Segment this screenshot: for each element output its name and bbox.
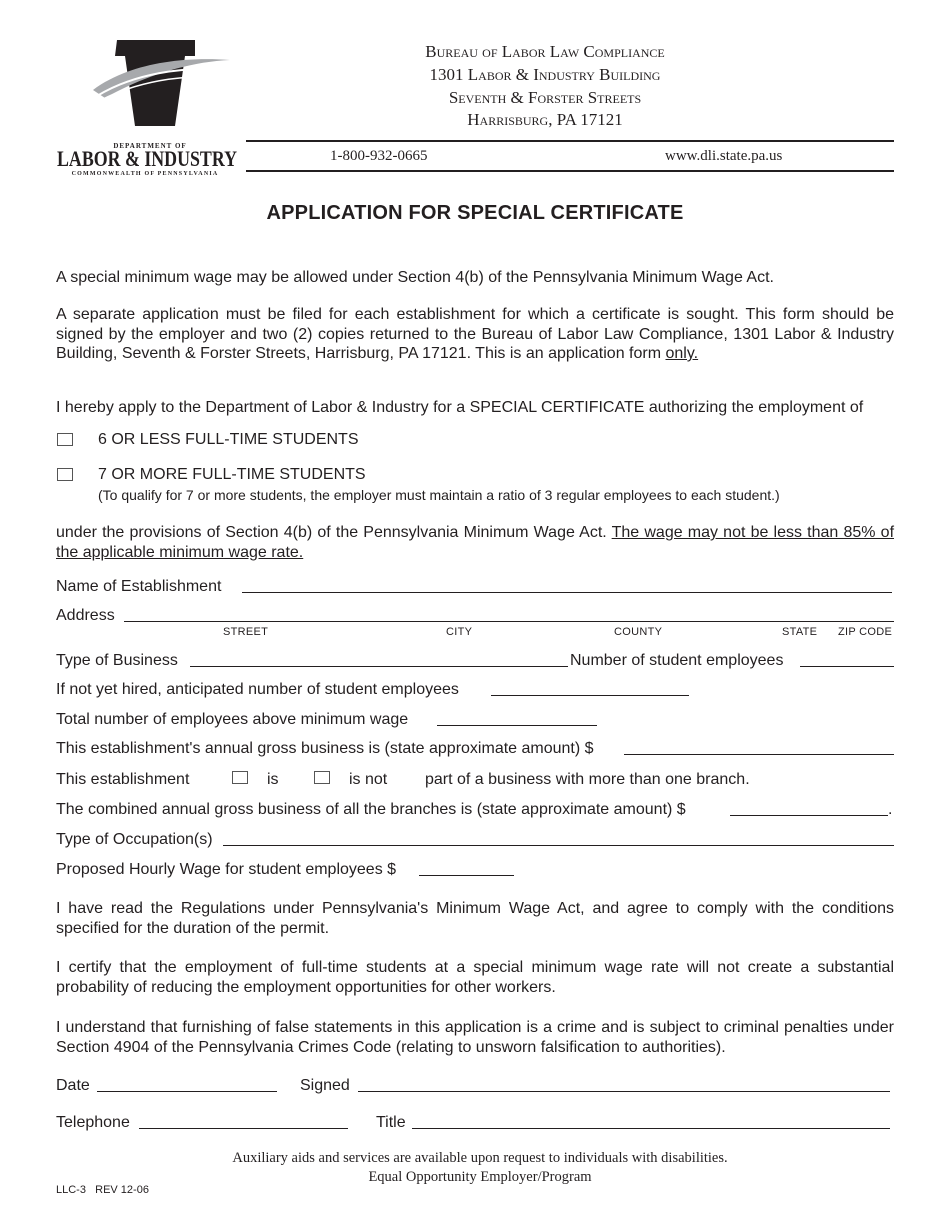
header-rule-bottom <box>246 170 894 172</box>
combined-gross-label: The combined annual gross business of all the branches is (state approximate amount) $ <box>56 801 686 818</box>
combined-gross-field[interactable] <box>730 801 888 816</box>
address-city-caption: CITY <box>446 626 473 638</box>
svg-text:COMMONWEALTH OF PENNSYLVANIA: COMMONWEALTH OF PENNSYLVANIA <box>71 171 219 177</box>
combined-gross-period: . <box>888 801 893 818</box>
checkbox-6-or-less[interactable] <box>57 433 73 446</box>
signed-field[interactable] <box>358 1077 890 1092</box>
branch-prefix: This establishment <box>56 771 190 788</box>
intro-paragraph-3: I hereby apply to the Department of Labor & Industry for a SPECIAL CERTIFICATE authorizing the employment of <box>56 399 864 416</box>
address-field[interactable] <box>124 607 894 622</box>
department-logo <box>55 38 245 178</box>
footer-equal-opportunity: Equal Opportunity Employer/Program <box>368 1169 592 1185</box>
anticipated-field[interactable] <box>491 681 689 696</box>
date-label: Date <box>56 1077 90 1094</box>
student-employees-label: Number of student employees <box>570 652 784 669</box>
above-min-wage-field[interactable] <box>437 711 597 726</box>
checkbox-7-or-more[interactable] <box>57 468 73 481</box>
student-employees-field[interactable] <box>800 652 894 667</box>
option-7-or-more-label: 7 OR MORE FULL-TIME STUDENTS <box>98 466 366 483</box>
intro-paragraph-1: A special minimum wage may be allowed under Section 4(b) of the Pennsylvania Minimum Wage Act. <box>56 269 774 286</box>
checkbox-branch-is[interactable] <box>232 771 248 784</box>
address-state-caption: STATE <box>782 626 818 638</box>
occupation-label: Type of Occupation(s) <box>56 831 213 848</box>
date-field[interactable] <box>97 1077 277 1092</box>
annual-gross-label: This establishment's annual gross business is (state approximate amount) $ <box>56 740 594 757</box>
bureau-building: 1301 Labor & Industry Building <box>429 65 661 84</box>
signed-label: Signed <box>300 1077 350 1094</box>
header-rule-top <box>246 140 894 142</box>
checkbox-branch-is-not[interactable] <box>314 771 330 784</box>
hourly-wage-label: Proposed Hourly Wage for student employees $ <box>56 861 397 878</box>
type-of-business-label: Type of Business <box>56 652 178 669</box>
hourly-wage-field[interactable] <box>419 861 514 876</box>
name-of-establishment-label: Name of Establishment <box>56 578 222 595</box>
address-street-caption: STREET <box>223 626 269 638</box>
website-link[interactable]: www.dli.state.pa.us <box>665 148 783 164</box>
address-zip-caption: ZIP CODE <box>838 626 893 638</box>
statement-false-statements: I understand that furnishing of false statements in this application is a crime and is subject to criminal penalties under Section 4904 of the Pennsylvania Crimes Code (relating to unsworn falsification to authorities). <box>56 1019 894 1056</box>
bureau-city: Harrisburg, PA 17121 <box>467 110 623 129</box>
address-label: Address <box>56 607 115 624</box>
svg-text:DEPARTMENT OF: DEPARTMENT OF <box>113 142 187 150</box>
provisions-text: under the provisions of Section 4(b) of the Pennsylvania Minimum Wage Act. <box>56 524 607 541</box>
bureau-streets: Seventh & Forster Streets <box>448 88 642 107</box>
name-of-establishment-field[interactable] <box>242 578 892 593</box>
svg-text:LABOR & INDUSTRY: LABOR & INDUSTRY <box>57 146 238 171</box>
title-label: Title <box>376 1114 406 1131</box>
statement-regulations: I have read the Regulations under Pennsylvania's Minimum Wage Act, and agree to comply with the conditions specified for the duration of the permit. <box>56 900 894 937</box>
phone-number: 1-800-932-0665 <box>330 148 428 164</box>
type-of-business-field[interactable] <box>190 652 568 667</box>
footer-accessibility-note: Auxiliary aids and services are available upon request to individuals with disabilities. <box>232 1150 728 1166</box>
bureau-name: Bureau of Labor Law Compliance <box>425 42 665 61</box>
telephone-label: Telephone <box>56 1114 130 1131</box>
annual-gross-field[interactable] <box>624 740 894 755</box>
telephone-field[interactable] <box>139 1114 348 1129</box>
form-id: LLC-3 REV 12-06 <box>56 1184 149 1196</box>
branch-is-not-label: is not <box>349 771 388 788</box>
option-6-or-less-label: 6 OR LESS FULL-TIME STUDENTS <box>98 431 359 448</box>
branch-is-label: is <box>267 771 279 788</box>
intro-paragraph-2-only: only. <box>665 345 699 362</box>
address-county-caption: COUNTY <box>614 626 663 638</box>
title-field[interactable] <box>412 1114 890 1129</box>
page-title: APPLICATION FOR SPECIAL CERTIFICATE <box>266 202 684 224</box>
branch-suffix: part of a business with more than one branch. <box>425 771 750 788</box>
option-7-or-more-note: (To qualify for 7 or more students, the employer must maintain a ratio of 3 regular employees to each student.) <box>98 487 780 503</box>
name-of-establishment-row <box>56 577 221 597</box>
provisions-wage-note: The wage may not be less than 85% of the applicable minimum wage rate. <box>56 524 895 561</box>
occupation-field[interactable] <box>223 831 894 846</box>
provisions-paragraph <box>56 523 894 562</box>
above-min-wage-label: Total number of employees above minimum wage <box>56 711 409 728</box>
intro-paragraph-2-text: A separate application must be filed for each establishment for which a certificate is sought. This form should be signed by the employer and two (2) copies returned to the Bureau of Labor Law Compliance, 1301 Labor & Industry Building, Seventh & Forster Streets, Harrisburg, PA 17121. This is an application form <box>56 306 894 362</box>
statement-certify: I certify that the employment of full-time students at a special minimum wage rate will not create a substantial probability of reducing the employment opportunities for other workers. <box>56 959 894 996</box>
anticipated-label: If not yet hired, anticipated number of student employees <box>56 681 459 698</box>
intro-paragraph-2 <box>56 305 894 364</box>
